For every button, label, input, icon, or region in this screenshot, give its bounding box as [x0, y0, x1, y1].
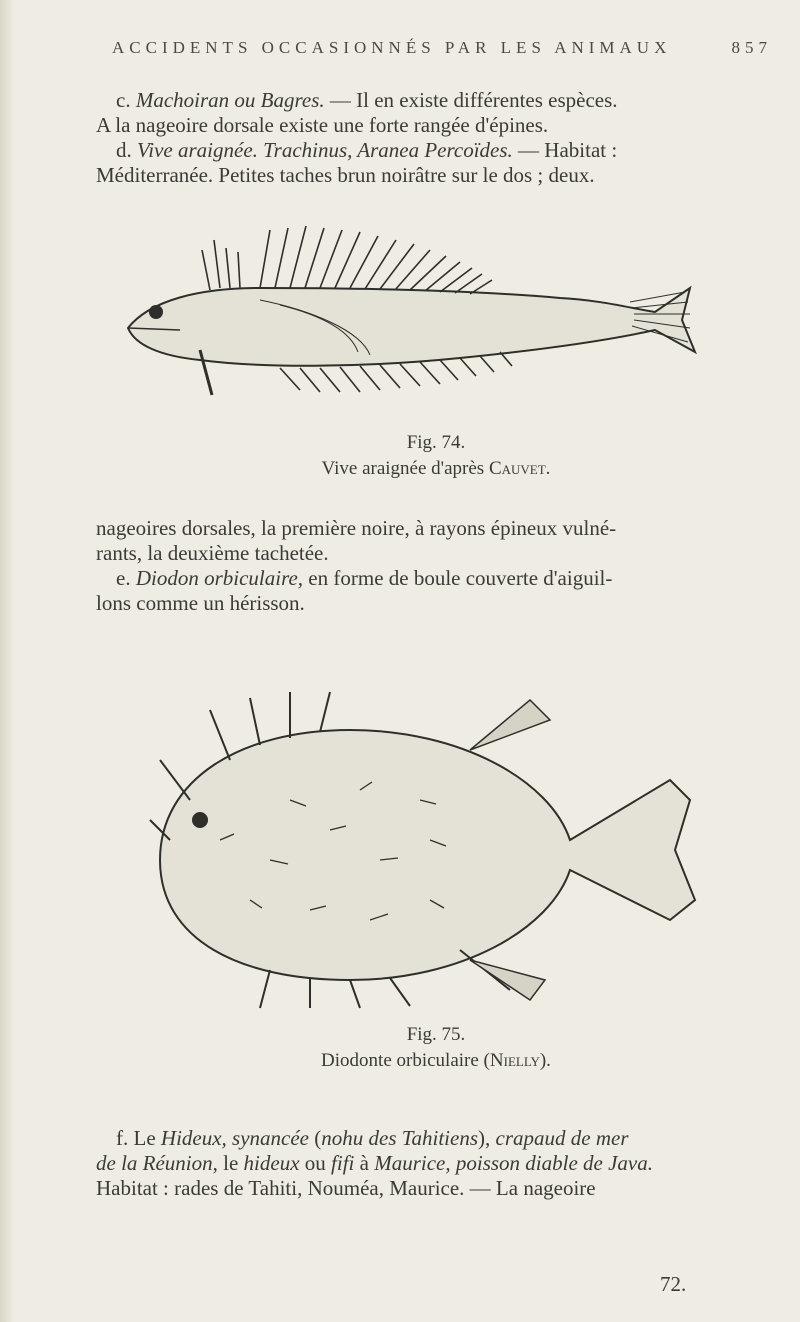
figure-75-author: Nielly	[489, 1050, 540, 1071]
para-f-plain1: (	[309, 1126, 322, 1150]
para-e-line2: lons comme un hérisson.	[96, 591, 305, 615]
figure-75-caption-suffix: ).	[539, 1050, 551, 1071]
fish-illustration-diodon	[130, 690, 730, 1010]
para-c-text: — Il en existe différentes espèces.	[324, 88, 618, 112]
para-f-it3: crapaud de mer	[495, 1126, 629, 1150]
para-c-line2: A la nageoire dorsale existe une forte rangée d'épines.	[96, 113, 549, 137]
figure-74-author: Cauvet.	[488, 458, 551, 479]
para-f-l2-p3: à	[354, 1151, 375, 1175]
header-page-number: 857	[731, 38, 772, 57]
paragraph-f	[96, 1126, 776, 1201]
para-e-text: en forme de boule couverte d'aiguil-	[303, 566, 613, 590]
para-f-it2: nohu des Tahitiens	[321, 1126, 479, 1150]
page-edge-shadow	[0, 0, 14, 1322]
para-f-l2-it5: poisson diable de Java.	[455, 1151, 653, 1175]
para-f-l2-it4: Maurice	[374, 1151, 446, 1175]
para-e-name: Diodon orbiculaire,	[135, 566, 304, 590]
figure-75-number: Fig. 75.	[406, 1024, 466, 1045]
para-d-line2: Méditerranée. Petites taches brun noirâtre sur le dos ; deux.	[96, 163, 595, 187]
para-c-label: c.	[116, 88, 131, 112]
figure-74-caption-text: Vive araignée d'après	[321, 458, 489, 479]
figure-75-caption-text: Diodonte orbiculaire (	[321, 1050, 490, 1071]
para-f-l2-p2: ou	[299, 1151, 332, 1175]
para-e-label: e.	[116, 566, 131, 590]
para-e-line1	[96, 566, 776, 591]
para-cont-line1: nageoires dorsales, la première noire, à rayons épineux vulné-	[96, 516, 617, 540]
figure-75-caption	[96, 1050, 776, 1072]
para-f-line2	[96, 1151, 776, 1176]
para-f-l2-it2: hideux	[243, 1151, 300, 1175]
para-f-line1	[96, 1126, 776, 1151]
para-f-l2-p4: ,	[445, 1151, 456, 1175]
para-f-l2-it3: fifi	[331, 1151, 355, 1175]
para-d-line1	[96, 138, 776, 163]
para-c-name: Machoiran ou Bagres.	[135, 88, 325, 112]
figure-74-number: Fig. 74.	[406, 432, 466, 453]
para-c-line1	[96, 88, 776, 113]
para-f-l2-p1: , le	[212, 1151, 244, 1175]
running-title: ACCIDENTS OCCASIONNÉS PAR LES ANIMAUX	[112, 38, 672, 57]
figure-74-caption	[96, 458, 776, 480]
fish-illustration-weever	[110, 180, 710, 410]
para-f-it1: Hideux, synancée	[160, 1126, 310, 1150]
running-header	[112, 38, 772, 58]
para-f-label: f. Le	[116, 1126, 161, 1150]
para-cont-line2: rants, la deuxième tachetée.	[96, 541, 329, 565]
para-f-plain2: ),	[478, 1126, 496, 1150]
para-d-text: — Habitat :	[512, 138, 618, 162]
para-f-l2-it1: de la Réunion	[96, 1151, 213, 1175]
para-f-line3: Habitat : rades de Tahiti, Nouméa, Maurice. — La nageoire	[96, 1176, 596, 1200]
para-d-label: d.	[116, 138, 132, 162]
para-d-name: Vive araignée. Trachinus, Aranea Percoïdes.	[137, 138, 513, 162]
paragraph-cont-e	[96, 516, 776, 616]
paragraph-c-d	[96, 88, 776, 188]
signature-mark: 72.	[660, 1272, 687, 1296]
